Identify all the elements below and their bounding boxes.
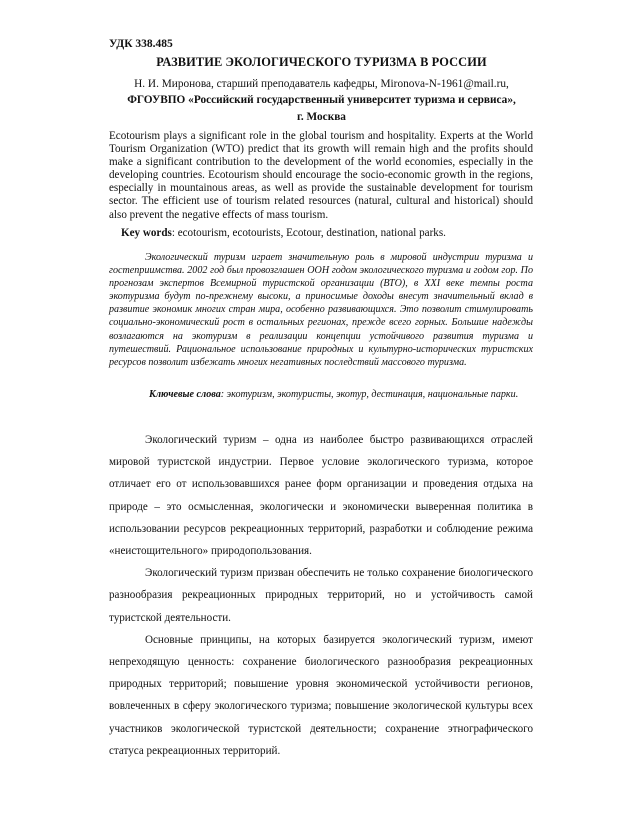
abstract-english: Ecotourism plays a significant role in the global tourism and hospitality. Experts at the World Tourism Organization (WTO) predict that its growth will remain high and the profits should make a significant contribution to the development of the world economies, especially in the developing countries. Ecotourism should encourage the socio-economic growth in the regions, especially in mountainous areas, as well as provide the sustainable development for tourism sector. The efficient use of tourism related resources (natural, cultural and historical) should also prevent the negative effects of mass tourism. (109, 130, 533, 221)
author-block (109, 76, 534, 108)
udk-code: УДК 338.485 (109, 38, 173, 50)
keywords-russian-list: : экотуризм, экотуристы, экотур, дестинация, национальные парки. (220, 389, 519, 400)
keywords-english-label: Key words (121, 227, 172, 239)
organization: ФГОУВПО «Российский государственный университет туризма и сервиса», (127, 94, 516, 106)
body-paragraph: Экологический туризм – одна из наиболее быстро развивающихся отраслей мировой туристской индустрии. Первое условие экологического туризма, которое отличает его от использовавшихся ранее форм организации и проведения отдыха на природе – это осмысленная, экологически и экономически выверенная политика в использовании ресурсов рекреационных территорий, разработки и соблюдение режима «неистощительного» природопользования. (109, 434, 533, 558)
article-body (109, 429, 533, 762)
city: г. Москва (297, 111, 346, 123)
body-paragraph: Экологический туризм призван обеспечить не только сохранение биологического разнообразия рекреационных природных территорий, но и устойчивость самой туристской деятельности. (109, 567, 533, 624)
article-title: РАЗВИТИЕ ЭКОЛОГИЧЕСКОГО ТУРИЗМА В РОССИИ (156, 55, 487, 69)
keywords-russian (109, 388, 533, 401)
keywords-english-list: : ecotourism, ecotourists, Ecotour, destination, national parks. (171, 227, 446, 239)
abstract-russian: Экологический туризм играет значительную роль в мировой индустрии туризма и гостеприимства. 2002 год был провозглашен ООН годом экологического туризма и годом гор. По прогнозам экспертов Всемирной туристской организации (ВТО), в XXI веке темпы роста экотуризма будут по-прежнему высоки, а приносимые доходы внесут значительный вклад в развитие экономик многих стран мира, особенно развивающихся. Это позволит стимулировать социально-экономический рост в остальных регионах, прежде всего горных. Большие надежды возлагаются на экотуризм в реализации концепции устойчивого развития туризма и путешествий. Рациональное использование природных и культурно-исторических туристских ресурсов позволит избежать многих негативных последствий массового туризма. (109, 252, 533, 368)
author-line: Н. И. Миронова, старший преподаватель кафедры, Mironova-N-1961@mail.ru, (134, 78, 509, 90)
body-paragraph: Основные принципы, на которых базируется экологический туризм, имеют непреходящую ценность: сохранение биологического разнообразия рекреационных природных территорий; повышение уровня экономической устойчивости регионов, вовлеченных в сферу экологического туризма; повышение экологической культуры всех участников экологической туристской деятельности; сохранение этнографического статуса рекреационных территорий. (109, 633, 533, 757)
keywords-english (109, 227, 533, 240)
keywords-russian-label: Ключевые слова (149, 389, 221, 400)
